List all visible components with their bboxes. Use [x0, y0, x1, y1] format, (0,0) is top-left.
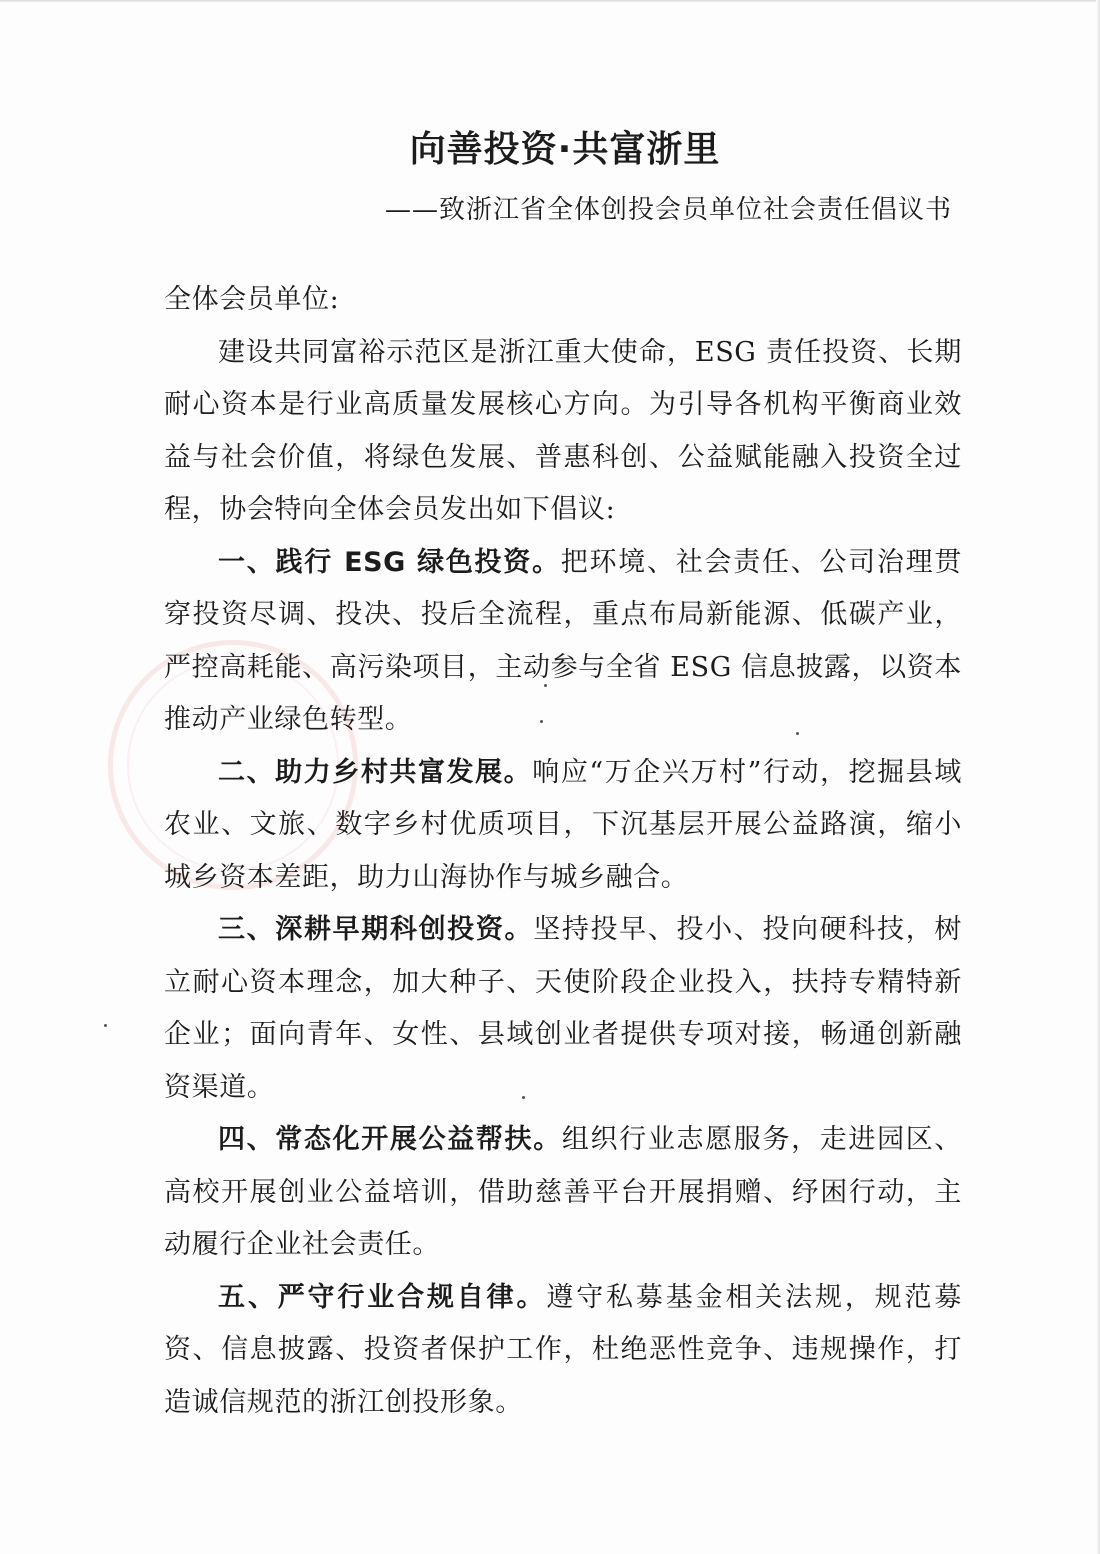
- proposal-text: 遵守私募基金相关法规，规范募资、信息披露、投资者保护工作，杜绝恶性竞争、违规操作，打造诚信规范的浙江创投形象。: [164, 1281, 962, 1418]
- document-title: 向善投资·共富浙里: [409, 129, 721, 170]
- proposal-item-3: [164, 904, 962, 1114]
- document-subtitle: ——致浙江省全体创投会员单位社会责任倡议书: [384, 195, 952, 225]
- proposal-heading: 四、常态化开展公益帮扶。: [218, 1124, 562, 1155]
- scan-speck: [544, 684, 547, 687]
- proposal-heading: 五、严守行业合规自律。: [218, 1281, 547, 1313]
- intro-paragraph: 建设共同富裕示范区是浙江重大使命，ESG 责任投资、长期耐心资本是行业高质量发展核心方向。为引导各机构平衡商业效益与社会价值，将绿色发展、普惠科创、公益赋能融入投资全过程，协会特向全体会员发出如下倡议:: [164, 336, 962, 525]
- scan-edge-top: [0, 0, 1100, 3]
- proposal-item-1: [164, 537, 962, 747]
- document-body: [164, 274, 962, 1429]
- proposal-text: 组织行业志愿服务，走进园区、高校开展创业公益培训，借助慈善平台开展捐赠、纾困行动，主动履行企业社会责任。: [164, 1124, 962, 1260]
- scan-speck: [540, 720, 543, 723]
- scan-speck: [796, 732, 799, 735]
- proposal-item-2: [164, 747, 962, 905]
- proposal-text: 把环境、社会责任、公司治理贯穿投资尽调、投决、投后全流程，重点布局新能源、低碳产业，严控高耗能、高污染项目，主动参与全省 ESG 信息披露，以资本推动产业绿色转型。: [164, 546, 962, 735]
- proposal-heading: 一、践行 ESG 绿色投资。: [218, 546, 561, 578]
- scan-speck: [104, 1024, 107, 1027]
- proposal-item-5: [164, 1272, 962, 1430]
- proposal-text: 坚持投早、投小、投向硬科技，树立耐心资本理念，加大种子、天使阶段企业投入，扶持专精特新企业；面向青年、女性、县域创业者提供专项对接，畅通创新融资渠道。: [164, 914, 962, 1103]
- proposal-heading: 三、深耕早期科创投资。: [218, 914, 534, 945]
- proposal-text: 响应“万企兴万村”行动，挖掘县域农业、文旅、数字乡村优质项目，下沉基层开展公益路演，缩小城乡资本差距，助力山海协作与城乡融合。: [164, 756, 962, 893]
- salutation: 全体会员单位:: [164, 284, 340, 315]
- scan-speck: [522, 1096, 525, 1099]
- proposal-heading: 二、助力乡村共富发展。: [218, 756, 533, 788]
- scan-edge-right: [1096, 0, 1100, 1554]
- proposal-item-4: [164, 1114, 962, 1272]
